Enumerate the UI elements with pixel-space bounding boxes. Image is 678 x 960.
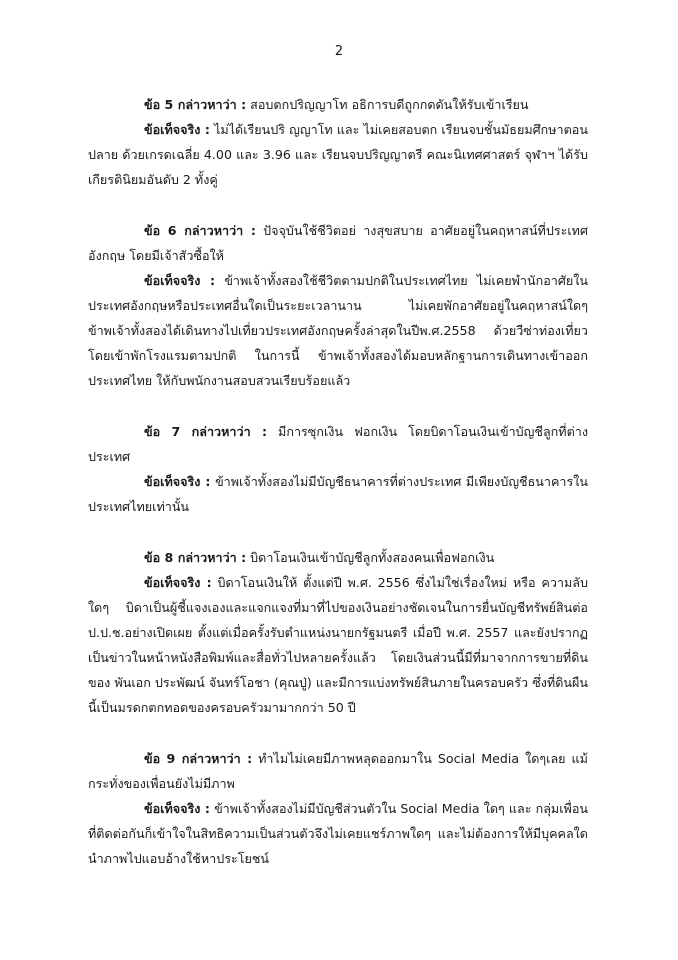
fact-label: ข้อเท็จจริง : bbox=[144, 575, 212, 590]
section-claim-9 bbox=[88, 746, 588, 871]
claim-label: ข้อ 7 กล่าวหาว่า : bbox=[144, 424, 268, 439]
fact-paragraph bbox=[88, 117, 588, 192]
section-claim-7 bbox=[88, 419, 588, 519]
claim-text: บิดาโอนเงินเข้าบัญชีลูกทั้งสองคนเพื่อฟอกเงิน bbox=[250, 550, 495, 565]
fact-label: ข้อเท็จจริง : bbox=[144, 801, 210, 816]
document-body bbox=[88, 92, 588, 897]
claim-text: ปัจจุบันใช้ชีวิตอย่ างสุขสบาย อาศัยอยู่ในคฤหาสน์ที่ประเทศอังกฤษ โดยมีเจ้าสัวซื้อให้ bbox=[88, 223, 588, 263]
claim-text: สอบตกปริญญาโท อธิการบดีถูกกดดันให้รับเข้าเรียน bbox=[250, 97, 529, 112]
claim-text: ทำไมไม่เคยมีภาพหลุดออกมาใน Social Media ใดๆเลย แม้กระทั่งของเพื่อนยังไม่มีภาพ bbox=[88, 751, 588, 791]
fact-paragraph bbox=[88, 469, 588, 519]
claim-paragraph bbox=[88, 218, 588, 268]
claim-label: ข้อ 9 กล่าวหาว่า : bbox=[144, 751, 253, 766]
fact-text: ข้าพเจ้าทั้งสองไม่มีบัญชีส่วนตัวใน Social Media ใดๆ และ กลุ่มเพื่อนที่ติดต่อกันก็เข้าใจในสิทธิความเป็นส่วนตัวจึงไม่เคยแชร์ภาพใดๆ และไม่ต้องการให้มีบุคคลใดนำภาพไปแอบอ้างใช้หาประโยชน์ bbox=[88, 801, 589, 866]
fact-paragraph bbox=[88, 570, 588, 720]
fact-text: ไม่ได้เรียนปริ ญญาโท และ ไม่เคยสอบตก เรียนจบชั้นมัธยมศึกษาตอนปลาย ด้วยเกรดเฉลี่ย 4.00 และ 3.96 และ เรียนจบปริญญาตรี คณะนิเทศศาสตร์ จุฬาฯ ได้รับเกียรตินิยมอันดับ 2 ทั้งคู่ bbox=[88, 122, 588, 187]
fact-paragraph bbox=[88, 268, 588, 393]
claim-paragraph bbox=[88, 746, 588, 796]
claim-label: ข้อ 6 กล่าวหาว่า : bbox=[144, 223, 256, 238]
page-number: 2 bbox=[334, 44, 344, 59]
fact-text: ข้าพเจ้าทั้งสองไม่มีบัญชีธนาคารที่ต่างประเทศ มีเพียงบัญชีธนาคารในประเทศไทยเท่านั้น bbox=[88, 474, 588, 514]
fact-label: ข้อเท็จจริง : bbox=[144, 474, 211, 489]
fact-paragraph bbox=[88, 796, 588, 871]
claim-paragraph bbox=[88, 545, 588, 570]
claim-label: ข้อ 8 กล่าวหาว่า : bbox=[144, 550, 247, 565]
section-claim-6 bbox=[88, 218, 588, 393]
section-claim-5 bbox=[88, 92, 588, 192]
section-claim-8 bbox=[88, 545, 588, 720]
claim-paragraph bbox=[88, 419, 588, 469]
fact-label: ข้อเท็จจริง : bbox=[144, 122, 210, 137]
claim-text: มีการซุกเงิน ฟอกเงิน โดยบิดาโอนเงินเข้าบัญชีลูกที่ต่างประเทศ bbox=[88, 424, 588, 464]
fact-text: ข้าพเจ้าทั้งสองใช้ชีวิตตามปกติในประเทศไทย ไม่เคยพำนักอาศัยในประเทศอังกฤษหรือประเทศอื่นใดเป็นระยะเวลานาน ไม่เคยพักอาศัยอยู่ในคฤหาสน์ใดๆ ข้าพเจ้าทั้งสองได้เดินทางไปเที่ยวประเทศอังกฤษครั้งล่าสุดในปีพ.ศ.2558 ด้วยวีซ่าท่องเที่ยว โดยเข้าพักโรงแรมตามปกติ ในการนี้ ข้าพเจ้าทั้งสองได้มอบหลักฐานการเดินทางเข้าออกประเทศไทย ให้กับพนักงานสอบสวนเรียบร้อยแล้ว bbox=[88, 273, 588, 388]
claim-label: ข้อ 5 กล่าวหาว่า : bbox=[144, 97, 247, 112]
claim-paragraph bbox=[88, 92, 588, 117]
fact-label: ข้อเท็จจริง : bbox=[144, 273, 216, 288]
fact-text: บิดาโอนเงินให้ ตั้งแต่ปี พ.ศ. 2556 ซึ่งไม่ใช่เรื่องใหม่ หรือ ความลับใดๆ บิดาเป็นผู้ชี้แจงเองและแจกแจงที่มาที่ไปของเงินอย่างชัดเจนในการยื่นบัญชีทรัพย์สินต่อป.ป.ช.อย่างเปิดเผย ตั้งแต่เมื่อครั้งรับตำแหน่งนายกรัฐมนตรี เมื่อปี พ.ศ. 2557 และยังปรากฏเป็นข่าวในหน้าหนังสือพิมพ์และสื่อทั่วไปหลายครั้งแล้ว โดยเงินส่วนนี้มีที่มาจากการขายที่ดินของ พันเอก ประพัฒน์ จันทร์โอชา (คุณปู่) และมีการแบ่งทรัพย์สินภายในครอบครัว ซึ่งที่ดินผืนนี้เป็นมรดกตกทอดของครอบครัวมามากกว่า 50 ปี bbox=[88, 575, 588, 715]
